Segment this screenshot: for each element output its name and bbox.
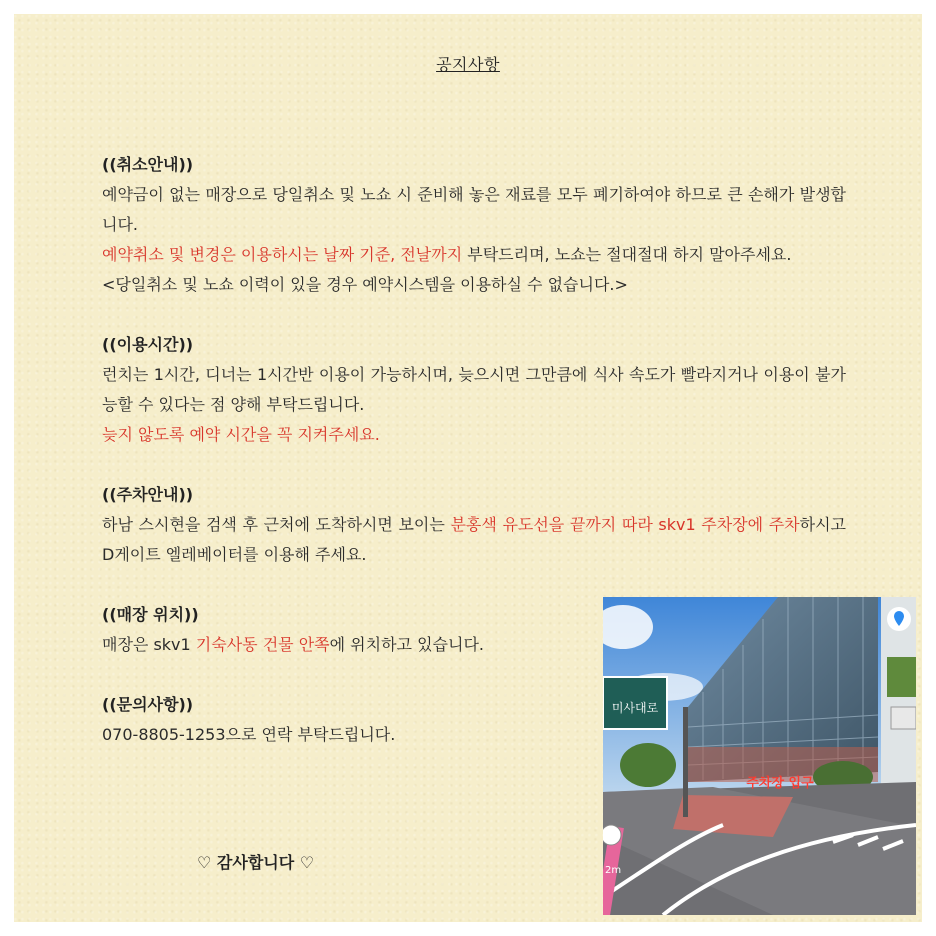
section-heading-parking: ((주차안내)) [102,485,194,504]
section-heading-contact: ((문의사항)) [102,695,194,714]
page-title: 공지사항 [436,55,500,74]
location-text-1: 매장은 skv1 [102,635,196,654]
street-view-photo [603,597,916,915]
parking-highlight: 분홍색 유도선을 끝까지 따라 skv1 주차장에 주차 [450,515,800,534]
cancel-text-3: <당일취소 및 노쇼 이력이 있을 경우 예약시스템을 이용하실 수 없습니다.> [102,275,628,294]
hours-text-1: 런치는 1시간, 디너는 1시간반 이용이 가능하시며, 늦으시면 그만큼에 식사 속도가 빨라지거나 이용이 불가능할 수 있다는 점 양해 부탁드립니다. [102,365,846,414]
section-heading-cancel: ((취소안내)) [102,155,194,174]
location-pin-icon[interactable] [887,607,911,631]
scale-label: 2m [605,865,622,876]
location-highlight: 기숙사동 건물 안쪽 [195,635,330,654]
section-heading-hours: ((이용시간)) [102,335,194,354]
parking-entrance-label: 주차장 입구 [746,776,814,791]
parking-text [102,510,846,570]
street-sign-text: 미사대로 [611,701,659,715]
section-heading-location: ((매장 위치)) [102,605,199,624]
cancel-text-1: 예약금이 없는 매장으로 당일취소 및 노쇼 시 준비해 놓은 재료를 모두 폐기하여야 하므로 큰 손해가 발생합니다. [102,185,846,234]
cancel-text-2 [102,240,846,270]
parking-text-1: 하남 스시현을 검색 후 근처에 도착하시면 보이는 [102,515,451,534]
parking-text-3: 하시고 D게이트 엘레베이터를 이용해 주세요. [102,515,846,564]
cancel-text-2-rest: 부탁드리며, 노쇼는 절대절대 하지 말아주세요. [462,245,792,264]
thanks-text: ♡ 감사합니다 ♡ [197,853,315,872]
compass-icon[interactable] [603,825,621,845]
hours-highlight: 늦지 않도록 예약 시간을 꼭 지켜주세요. [102,425,380,444]
cancel-highlight: 예약취소 및 변경은 이용하시는 날짜 기준, 전날까지 [102,245,463,264]
contact-text: 070-8805-1253으로 연락 부탁드립니다. [102,725,396,744]
location-text-3: 에 위치하고 있습니다. [329,635,484,654]
